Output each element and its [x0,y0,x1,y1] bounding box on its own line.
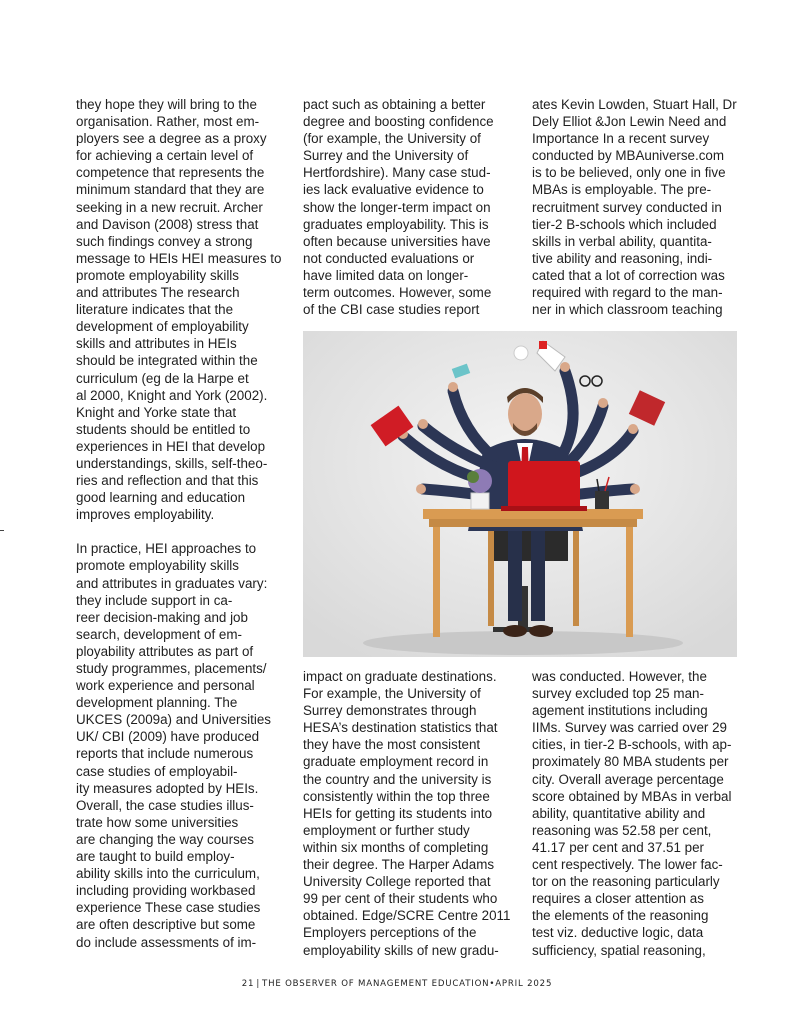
text-line: Surrey demonstrates through [303,703,477,719]
text-line: HEIs for getting its students into [303,805,493,821]
text-line: proximately 80 MBA students per [532,754,729,770]
text-line: score obtained by MBAs in verbal [532,788,732,804]
text-line: Employers perceptions of the [303,925,477,941]
footer-bullet: • [489,979,496,989]
text-line: employment or further study [303,822,470,838]
text-line: are taught to build employ- [76,849,235,865]
text-line: Overall, the case studies illus- [76,797,254,813]
text-line: conducted by MBAuniverse.com [532,148,725,164]
text-line: sufficiency, spatial reasoning, [532,942,706,958]
text-line: the country and the university is [303,771,492,787]
column-1-paragraph-1 [76,96,282,523]
text-line: should be integrated within the [76,353,258,369]
text-line: city. Overall average percentage [532,771,724,787]
column-2-top-text [303,96,509,318]
column-3-top [532,96,742,318]
text-line: such findings convey a strong [76,233,253,249]
text-line: Hertfordshire). Many case stud- [303,165,491,181]
text-line: improves employability. [76,507,215,523]
text-line: employability skills of new gradu- [303,942,499,958]
text-line: ployability attributes as part of [76,643,254,659]
text-line: skills and attributes in HEIs [76,336,237,352]
text-line: reer decision-making and job [76,609,248,625]
column-2-bottom-text [303,668,509,959]
text-line: message to HEIs HEI measures to [76,250,282,266]
text-line: MBAs is employable. The pre- [532,182,712,198]
issue-date: APRIL 2025 [495,979,553,989]
text-line: their degree. The Harper Adams [303,857,495,873]
column-3-bottom [532,668,742,959]
text-line: al 2000, Knight and York (2002). [76,387,268,403]
text-line: (for example, the University of [303,131,481,147]
text-line: promote employability skills [76,267,239,283]
text-line: development planning. The [76,695,238,711]
column-1 [76,96,282,951]
text-line: and attributes The research [76,285,240,301]
text-line: trate how some universities [76,814,239,830]
text-line: not conducted evaluations or [303,250,475,266]
text-line: ies lack evaluative evidence to [303,182,484,198]
text-line: cent respectively. The lower fac- [532,857,723,873]
text-line: 99 per cent of their students who [303,891,498,907]
text-line: survey excluded top 25 man- [532,686,704,702]
text-line: is to be believed, only one in five [532,165,726,181]
text-line: they include support in ca- [76,592,233,608]
text-line: obtained. Edge/SCRE Centre 2011 [303,908,511,924]
text-line: are often descriptive but some [76,917,256,933]
text-line: skills in verbal ability, quantita- [532,233,712,249]
text-line: minimum standard that they are [76,182,265,198]
text-line: including providing workbased [76,883,256,899]
text-line: ity measures adopted by HEIs. [76,780,259,796]
text-line: often because universities have [303,233,491,249]
text-line: understandings, skills, self-theo- [76,455,268,471]
text-line: test viz. deductive logic, data [532,925,704,941]
text-line: they have the most consistent [303,737,481,753]
text-line: University College reported that [303,874,491,890]
text-line: required with regard to the man- [532,285,723,301]
text-line: tive ability and reasoning, indi- [532,250,713,266]
column-1-paragraph-2 [76,540,282,950]
text-line: was conducted. However, the [532,669,707,684]
text-line: term outcomes. However, some [303,285,492,301]
text-line: ployers see a degree as a proxy [76,131,267,147]
text-line: cities, in tier-2 B-schools, with ap- [532,737,732,753]
text-line: the elements of the reasoning [532,908,709,924]
text-line: and Davison (2008) stress that [76,216,259,232]
text-line: work experience and personal [76,678,255,694]
margin-crop-mark [0,530,4,531]
text-line: Dely Elliot &Jon Lewin Need and [532,114,727,130]
text-line: tier-2 B-schools which included [532,216,717,232]
businessman-multitasking-photo [303,331,737,657]
text-line: experience These case studies [76,900,261,916]
text-line: and attributes in graduates vary: [76,575,268,591]
text-line: organisation. Rather, most em- [76,114,260,130]
column-2-bottom [303,668,509,959]
text-line: For example, the University of [303,686,481,702]
column-2-top [303,96,509,318]
text-line: for achieving a certain level of [76,148,254,164]
text-line: HESA’s destination statistics that [303,720,498,736]
text-line: tor on the reasoning particularly [532,874,720,890]
footer-divider: | [256,979,261,989]
text-line: of the CBI case studies report [303,302,480,318]
text-line: search, development of em- [76,626,242,642]
text-line: reasoning was 52.58 per cent, [532,822,712,838]
text-line: show the longer-term impact on [303,199,491,215]
text-line: reports that include numerous [76,746,254,762]
text-line: UKCES (2009a) and Universities [76,712,271,728]
text-line: study programmes, placements/ [76,661,267,676]
publication-name: THE OBSERVER OF MANAGEMENT EDUCATION [262,979,490,989]
text-line: cated that a lot of correction was [532,267,725,283]
text-line: curriculum (eg de la Harpe et [76,370,249,386]
column-3-top-text [532,96,742,318]
text-line: competence that represents the [76,165,265,181]
text-line: recruitment survey conducted in [532,199,722,215]
text-line: students should be entitled to [76,421,251,437]
text-line: do include assessments of im- [76,934,257,950]
text-line: consistently within the top three [303,788,490,804]
text-line: ner in which classroom teaching [532,302,723,318]
text-line: Importance In a recent survey [532,131,710,147]
text-line: ates Kevin Lowden, Stuart Hall, Dr [532,97,737,112]
text-line: within six months of completing [303,839,489,855]
text-line: pact such as obtaining a better [303,97,486,112]
text-line: have limited data on longer- [303,267,469,283]
page-footer [0,979,794,989]
text-line: seeking in a new recruit. Archer [76,199,263,215]
text-line: UK/ CBI (2009) have produced [76,729,260,745]
text-line: agement institutions including [532,703,708,719]
text-line: IIMs. Survey was carried over 29 [532,720,727,736]
text-line: they hope they will bring to the [76,97,257,112]
text-line: ries and reflection and that this [76,473,259,489]
text-line: 41.17 per cent and 37.51 per [532,839,704,855]
text-line: graduate employment record in [303,754,489,770]
text-line: promote employability skills [76,558,239,574]
text-line: good learning and education [76,490,246,506]
text-line: ability skills into the curriculum, [76,866,260,882]
text-line: experiences in HEI that develop [76,438,266,454]
column-3-bottom-text [532,668,742,959]
page-number: 21 [241,979,255,989]
text-line: development of employability [76,319,249,335]
text-line: ability, quantitative ability and [532,805,706,821]
text-line: graduates employability. This is [303,216,489,232]
text-line: degree and boosting confidence [303,114,494,130]
text-line: requires a closer attention as [532,891,704,907]
text-line: impact on graduate destinations. [303,669,497,684]
text-line: are changing the way courses [76,831,254,847]
text-line: In practice, HEI approaches to [76,541,257,557]
text-line: Surrey and the University of [303,148,469,164]
text-line: Knight and Yorke state that [76,404,237,420]
text-line: literature indicates that the [76,302,234,318]
text-line: case studies of employabil- [76,763,238,779]
